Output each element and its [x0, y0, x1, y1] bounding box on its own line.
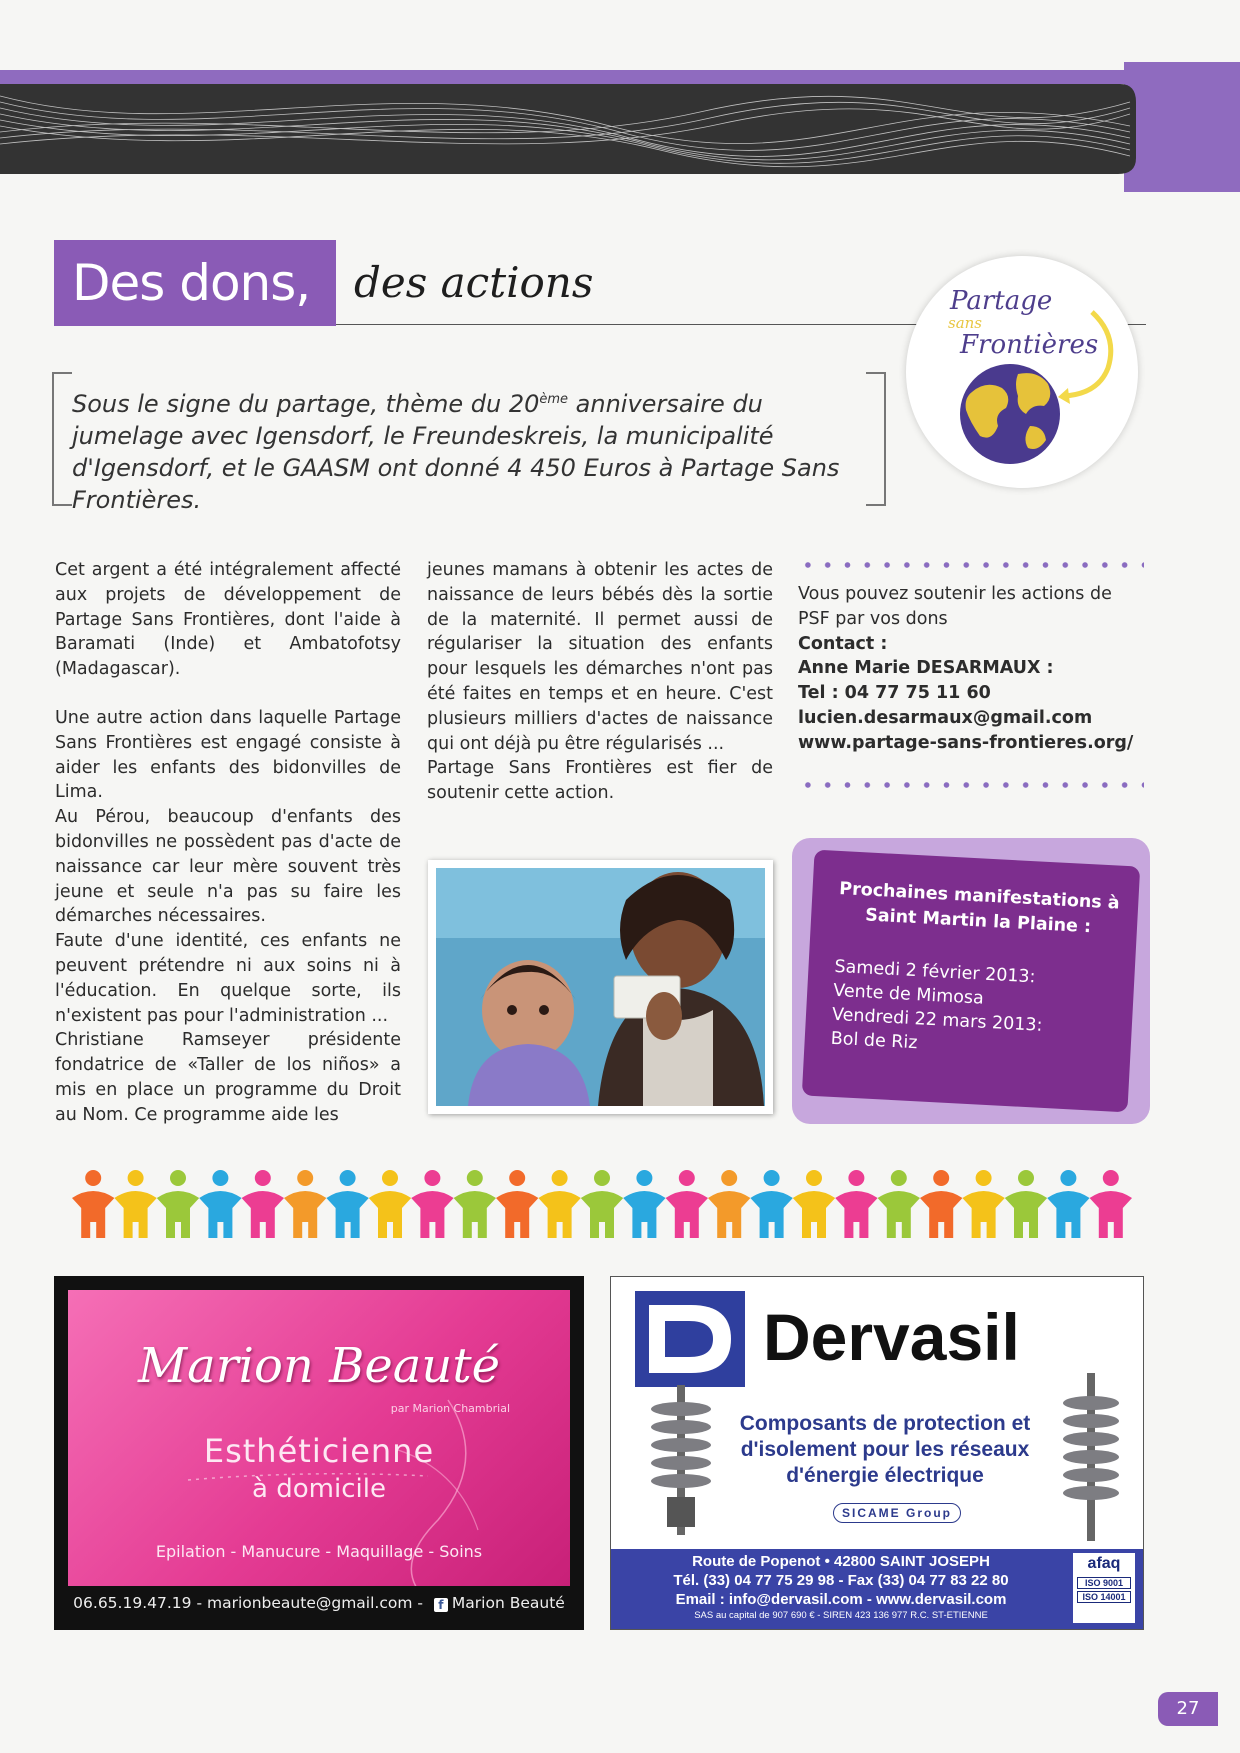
ad-marion-name: Marion Beauté — [137, 1338, 501, 1394]
ad-marion-services: Epilation - Manucure - Maquillage - Soins — [155, 1542, 483, 1561]
ad-marion-facebook[interactable]: Marion Beauté — [451, 1594, 565, 1612]
page-number: 27 — [1158, 1692, 1218, 1726]
article-column-1 — [55, 558, 401, 1128]
person-figure — [326, 1170, 368, 1238]
globe-icon — [906, 256, 1138, 488]
person-figure — [962, 1170, 1004, 1238]
paragraph: Cet argent a été intégralement affecté aux projets de développement de Partage Sans Frontières, dont l'aide à Baramati (Inde) et Ambatofotsy (Madagascar). — [55, 560, 401, 680]
person-figure — [284, 1170, 326, 1238]
contact-intro: Vous pouvez soutenir les actions de PSF par vos dons — [798, 584, 1112, 629]
iso-9001: ISO 9001 — [1077, 1577, 1131, 1589]
event-item: Bol de Riz — [830, 1028, 918, 1054]
partage-sans-frontieres-logo — [906, 256, 1138, 488]
article-column-2 — [427, 558, 773, 806]
ad-marion-email[interactable]: marionbeaute@gmail.com — [206, 1594, 413, 1612]
person-figure — [199, 1170, 241, 1238]
dervasil-contact-bar — [611, 1549, 1143, 1629]
dervasil-legal: SAS au capital de 907 690 € - SIREN 423 136 977 R.C. ST-ETIENNE — [694, 1610, 988, 1621]
person-figure — [835, 1170, 877, 1238]
paragraph: Partage Sans Frontières est fier de soutenir cette action. — [427, 758, 773, 804]
logo-text-frontieres: Frontières — [960, 330, 1099, 360]
contact-email[interactable]: lucien.desarmaux@gmail.com — [798, 707, 1093, 728]
events-panel — [802, 850, 1140, 1113]
intro-text-b: anniversaire du jumelage avec Igensdorf, le Freundeskreis, la municipalité d'Igensdorf, et le GAASM ont donné 4 450 Euros à Partage Sans Frontières. — [72, 390, 840, 514]
person-figure — [1090, 1170, 1132, 1238]
dervasil-logo-icon — [635, 1291, 745, 1387]
page-title-actions: des actions — [354, 258, 594, 307]
ad-dervasil — [610, 1276, 1144, 1630]
ad-marion-beaute — [54, 1276, 584, 1630]
events-list — [830, 955, 1045, 1062]
iso-14001: ISO 14001 — [1077, 1591, 1131, 1603]
dotted-divider — [798, 562, 1144, 568]
person-figure — [454, 1170, 496, 1238]
person-figure — [369, 1170, 411, 1238]
afaq-certification-badge — [1073, 1553, 1135, 1623]
paragraph: Au Pérou, beaucoup d'enfants des bidonvilles ne possèdent pas d'acte de naissance car leur mère souvent très jeune et seule n'a pas su faire les démarches nécessaires. — [55, 807, 401, 927]
event-item: Vendredi 22 mars 2013: — [831, 1004, 1043, 1036]
intro-sup: ème — [539, 392, 569, 407]
person-figure — [920, 1170, 962, 1238]
event-item: Vente de Mimosa — [832, 980, 985, 1009]
header-banner — [0, 62, 1240, 192]
logo-text-partage: Partage — [950, 286, 1053, 316]
contact-website[interactable]: www.partage-sans-frontieres.org/ — [798, 732, 1134, 753]
dervasil-address: Route de Popenot • 42800 SAINT JOSEPH — [692, 1553, 990, 1570]
ad-marion-footer: 06.65.19.47.19 - marionbeaute@gmail.com - f Marion Beauté — [73, 1594, 565, 1612]
person-figure — [1005, 1170, 1047, 1238]
left-bracket — [52, 372, 72, 506]
ad-marion-phone[interactable]: 06.65.19.47.19 — [73, 1594, 192, 1612]
logo-text-sans: sans — [948, 314, 982, 332]
events-heading: Prochaines manifestations à Saint Martin la Plaine : — [838, 878, 1121, 938]
event-item: Samedi 2 février 2013: — [834, 956, 1036, 988]
ad-marion-panel — [68, 1290, 570, 1586]
person-figure — [666, 1170, 708, 1238]
sicame-group-logo: SICAME Group — [833, 1503, 961, 1523]
person-figure — [157, 1170, 199, 1238]
photo-illustration — [428, 860, 773, 1114]
person-figure — [878, 1170, 920, 1238]
ad-marion-profession: Esthéticienne — [203, 1432, 435, 1470]
dervasil-phones[interactable]: Tél. (33) 04 77 75 29 98 - Fax (33) 04 77 83 22 80 — [673, 1572, 1009, 1589]
person-figure — [411, 1170, 453, 1238]
person-figure — [72, 1170, 114, 1238]
person-figure — [114, 1170, 156, 1238]
paragraph: Une autre action dans laquelle Partage Sans Frontières est engagé consiste à aider les enfants des bidonvilles de Lima. — [55, 707, 401, 803]
mother-child-photo — [428, 860, 773, 1114]
contact-label: Contact : — [798, 633, 888, 654]
contact-phone[interactable]: Tel : 04 77 75 11 60 — [798, 683, 991, 704]
person-figure — [581, 1170, 623, 1238]
person-figure — [496, 1170, 538, 1238]
ad-marion-location: à domicile — [252, 1474, 386, 1504]
paragraph: jeunes mamans à obtenir les actes de naissance de leurs bébés dès la sortie de la maternité. Il permet aussi de régulariser la situation des enfants pour lesquels les démarches n'ont pas été faites en temps et en heure. C'est plusieurs milliers d'actes de naissance qui ont déjà pu être régularisés ... — [427, 560, 773, 754]
contact-name: Anne Marie DESARMAUX : — [798, 658, 1054, 679]
person-figure — [750, 1170, 792, 1238]
intro-text-a: Sous le signe du partage, thème du 20 — [72, 390, 540, 418]
intro-text — [72, 384, 872, 516]
contact-block — [798, 582, 1144, 756]
afaq-brand: afaq — [1087, 1555, 1121, 1572]
people-chain-decoration — [72, 1168, 1132, 1240]
person-figure — [1047, 1170, 1089, 1238]
dervasil-email-web[interactable]: Email : info@dervasil.com - www.dervasil.com — [675, 1591, 1007, 1608]
paragraph: Faute d'une identité, ces enfants ne peuvent prétendre ni aux soins ni à l'éducation. En quelque sorte, ils n'existent pas pour l'administration ... — [55, 931, 401, 1026]
person-figure — [708, 1170, 750, 1238]
person-figure — [793, 1170, 835, 1238]
dervasil-tagline: Composants de protection et d'isolement pour les réseaux d'énergie électrique — [739, 1412, 1031, 1487]
paragraph: Christiane Ramseyer présidente fondatrice de «Taller de los niños» a mis en place un programme du Droit au Nom. Ce programme aide les — [55, 1030, 401, 1125]
dotted-divider — [798, 782, 1144, 788]
dervasil-brand: Dervasil — [763, 1300, 1020, 1374]
person-figure — [623, 1170, 665, 1238]
person-figure — [242, 1170, 284, 1238]
facebook-icon: f — [434, 1598, 448, 1612]
events-box — [792, 838, 1150, 1124]
page-title-dons: Des dons, — [54, 240, 336, 326]
person-figure — [538, 1170, 580, 1238]
ad-marion-by: par Marion Chambrial — [390, 1402, 510, 1415]
